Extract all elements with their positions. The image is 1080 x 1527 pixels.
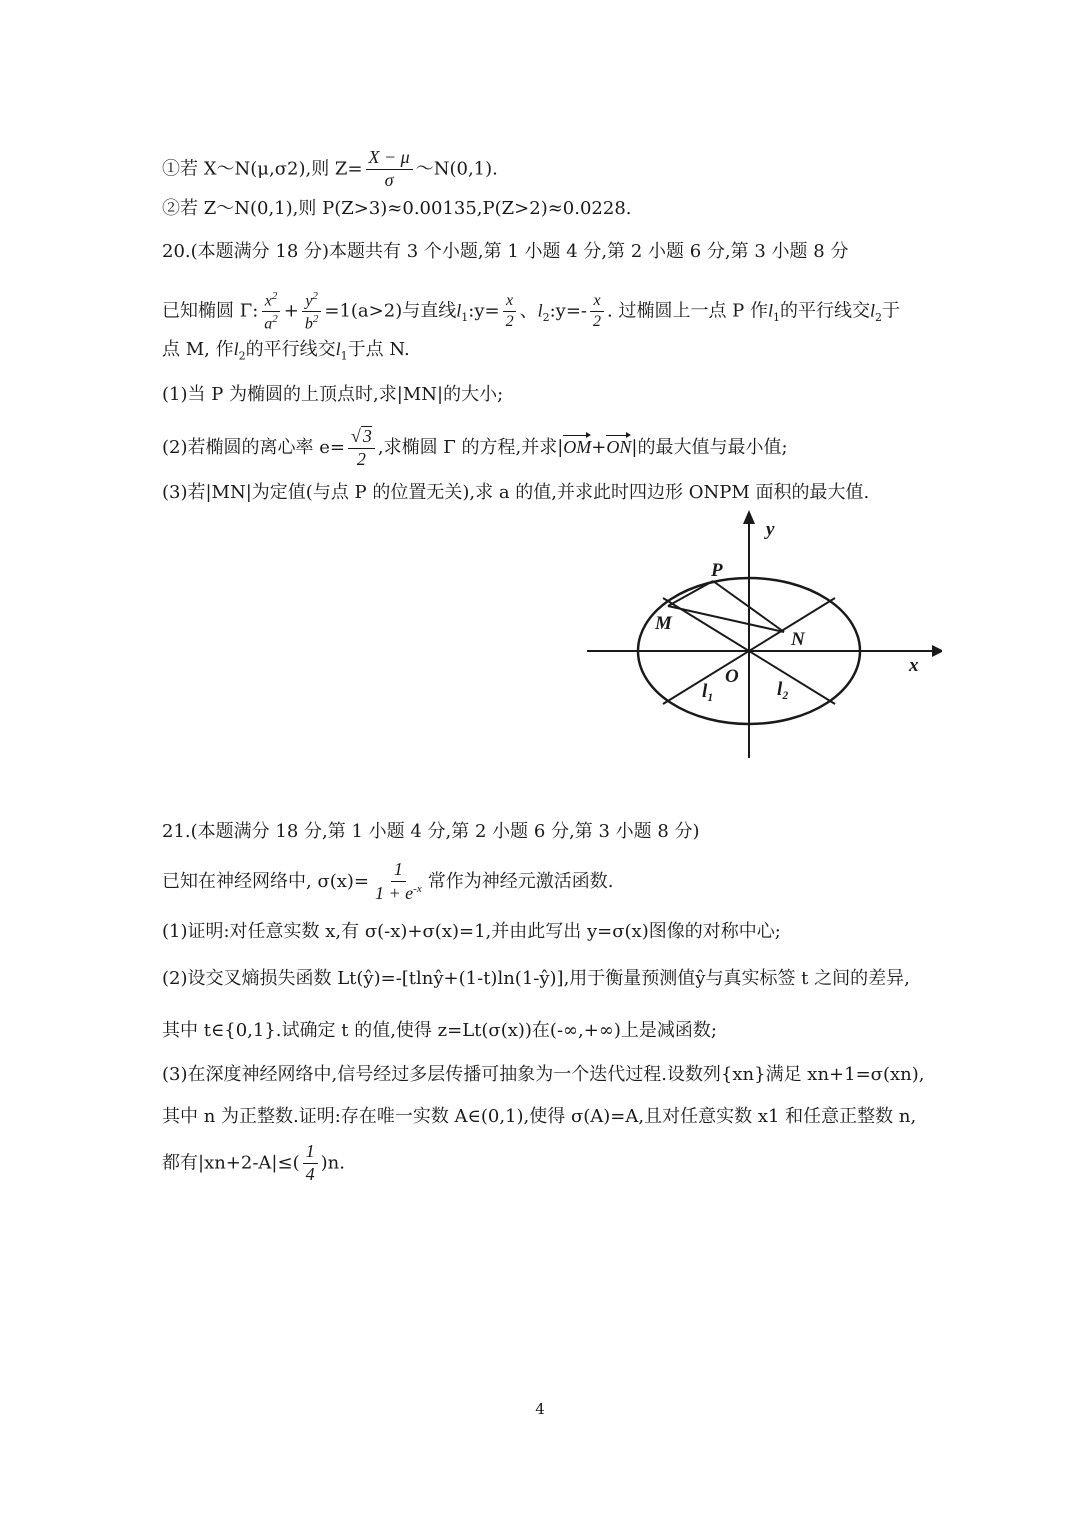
q21-part2-line2: 其中 t∈{0,1}.试确定 t 的值,使得 z=Lt(σ(x))在(-∞,+∞)上是减函数; — [162, 1020, 717, 1041]
q20-part1: (1)当 P 为椭圆的上顶点时,求|MN|的大小; — [162, 384, 504, 405]
note-1-suffix: ～N(0,1). — [415, 158, 498, 180]
q20-stem-c: :y= — [468, 300, 500, 322]
q21-stem-frac-exp: -x — [413, 882, 422, 895]
q20-part2-c: |的最大值与最小值; — [631, 436, 788, 458]
label-l1: l₁ — [702, 681, 714, 702]
label-n: N — [791, 629, 805, 650]
label-o: O — [725, 666, 739, 687]
note-1-frac-num: X − μ — [366, 148, 413, 170]
q21-header: 21.(本题满分 18 分,第 1 小题 4 分,第 2 小题 6 分,第 3 小题 8 分) — [162, 821, 700, 842]
q21-stem — [162, 860, 613, 904]
q20-part2: (2)若椭圆的离心率 e= $\frac{√ 3}{2}$ ,求椭圆 Γ 的方程,并求|OM+ON|的最大值与最小值; — [162, 426, 788, 469]
ellipse-figure — [582, 508, 942, 768]
label-x: x — [909, 655, 919, 676]
q21-part3-line3 — [162, 1142, 345, 1185]
q21-part3-frac-den: 4 — [305, 1163, 315, 1184]
segment-pm — [668, 581, 713, 606]
q20-part3: (3)若|MN|为定值(与点 P 的位置无关),求 a 的值,并求此时四边形 ONPM 面积的最大值. — [162, 482, 870, 503]
q21-part3-line2: 其中 n 为正整数.证明:存在唯一实数 A∈(0,1),使得 σ(A)=A,且对任意实数 x1 和任意正整数 n, — [162, 1106, 917, 1127]
q21-part3-line3-a: 都有|xn+2-A|≤( — [162, 1152, 300, 1174]
q20-stem-b: =1(a>2)与直线 — [324, 300, 457, 322]
q21-part3-line1: (3)在深度神经网络中,信号经过多层传播可抽象为一个迭代过程.设数列{xn}满足 xn+1=σ(xn), — [162, 1064, 925, 1085]
y-axis-arrow — [743, 510, 755, 524]
note-1-frac-den: σ — [384, 169, 394, 190]
q21-part3-frac-num: 1 — [303, 1142, 318, 1164]
q20-part2-a: (2)若椭圆的离心率 e= — [162, 436, 345, 458]
q20-stem-e: :y=- — [549, 300, 587, 322]
label-l2: l₂ — [777, 679, 789, 700]
label-y: y — [766, 519, 775, 540]
q20-header: 20.(本题满分 18 分)本题共有 3 个小题,第 1 小题 4 分,第 2 小题 6 分,第 3 小题 8 分 — [162, 241, 849, 262]
q20-stem-line2: 点 M, 作$l_2$的平行线交$l_1$于点 N. — [162, 339, 410, 363]
label-p: P — [711, 560, 723, 581]
q20-stem-h: 于 — [882, 300, 901, 322]
label-m: M — [655, 613, 672, 634]
q20-stem2-b: 的平行线交 — [245, 339, 336, 360]
q20-stem-line1: 已知椭圆 Γ: $\frac{x^2}{a^2}$ + $\frac{y^2}{b^2}$ =1(a>2)与直线$l_1:y=$ $\frac{x}{2}$ 、$l_2:y=-$ $\frac{x}{2}$ . 过椭圆上一点 P 作$l_1$的平行线交$l_2$于 — [162, 290, 901, 333]
q21-part1: (1)证明:对任意实数 x,有 σ(-x)+σ(x)=1,并由此写出 y=σ(x)图像的对称中心; — [162, 921, 781, 942]
q20-stem-a: 已知椭圆 Γ: — [162, 300, 259, 322]
note-1-prefix: ①若 X～N(μ,σ2),则 Z= — [162, 158, 363, 180]
q20-stem2-a: 点 M, 作 — [162, 339, 234, 360]
q20-stem2-c: 于点 N. — [347, 339, 410, 360]
q21-part3-line3-b: )n. — [320, 1152, 345, 1174]
note-2: ②若 Z～N(0,1),则 P(Z>3)≈0.00135,P(Z>2)≈0.0228. — [162, 198, 632, 219]
q21-part2-line1: (2)设交叉熵损失函数 Lt(ŷ)=-[tlnŷ+(1-t)ln(1-ŷ)],用于衡量预测值ŷ与真实标签 t 之间的差异, — [162, 968, 910, 989]
note-1 — [162, 148, 498, 191]
q20-stem-d: 、 — [519, 300, 538, 322]
q21-stem-b: 常作为神经元激活函数. — [427, 870, 614, 892]
q20-stem-g: 的平行线交 — [780, 300, 871, 322]
q21-stem-frac-den: 1 + e — [375, 882, 414, 903]
x-axis-arrow — [932, 645, 942, 657]
q21-stem-frac-num: 1 — [391, 860, 406, 882]
q20-part2-b: ,求椭圆 Γ 的方程,并求| — [377, 436, 564, 458]
page-number: 4 — [535, 1400, 545, 1418]
q21-stem-a: 已知在神经网络中, σ(x)= — [162, 870, 370, 892]
q20-stem-f: . 过椭圆上一点 P 作 — [607, 300, 768, 322]
